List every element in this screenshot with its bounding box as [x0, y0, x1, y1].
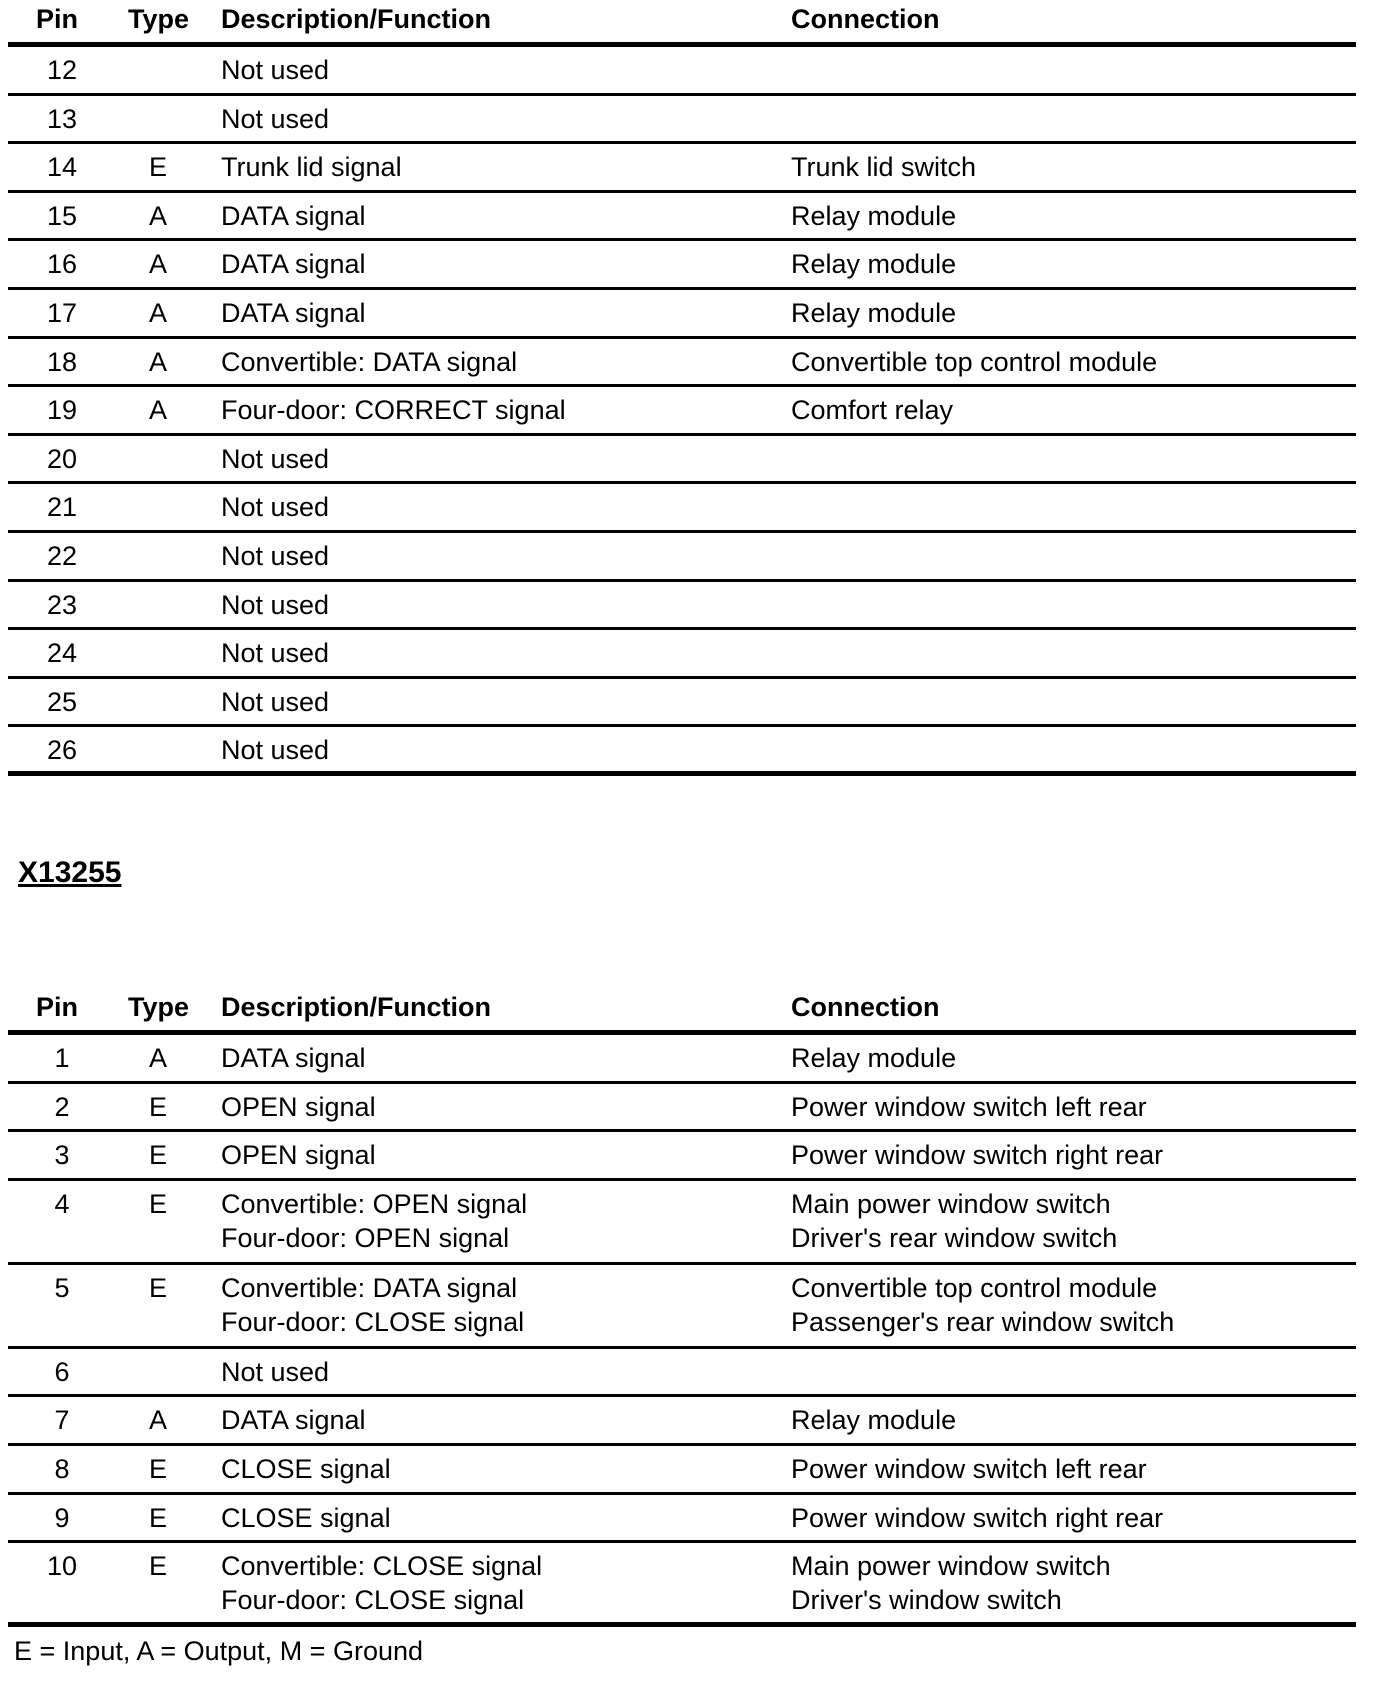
type-legend: E = Input, A = Output, M = Ground: [14, 1636, 424, 1666]
type-cell: E: [148, 1453, 167, 1484]
description-line: OPEN signal: [221, 1140, 376, 1171]
description-cell: [221, 150, 402, 184]
description-line: Not used: [221, 55, 330, 85]
table-row: [8, 1265, 1356, 1349]
type-cell: A: [148, 395, 167, 426]
type-cell: E: [148, 1091, 167, 1122]
header-description: Description/Function: [221, 992, 491, 1022]
pin-table-1: [8, 2, 1356, 776]
pin-cell: 10: [46, 1551, 78, 1582]
table-row: [8, 144, 1356, 193]
description-cell: [221, 442, 329, 476]
description-cell: [221, 733, 329, 767]
connection-cell: [791, 1271, 1174, 1339]
connection-cell: [791, 1501, 1163, 1535]
connection-line: Driver's window switch: [791, 1585, 1062, 1616]
pin-cell: 16: [46, 249, 78, 280]
header-pin: Pin: [36, 992, 79, 1022]
description-cell: [221, 199, 366, 233]
connection-cell: [791, 1403, 956, 1437]
connection-line: Main power window switch: [791, 1551, 1111, 1582]
connection-line: Trunk lid switch: [791, 152, 977, 183]
description-cell: [221, 102, 329, 136]
header-type: Type: [128, 992, 190, 1022]
table-row: [8, 582, 1356, 631]
pin-cell: 15: [46, 200, 78, 231]
pin-cell: 14: [46, 152, 78, 183]
connection-line: Convertible top control module: [791, 1272, 1158, 1303]
description-line: Not used: [221, 540, 330, 571]
description-cell: [221, 1403, 366, 1437]
table-row: [8, 1084, 1356, 1133]
type-cell: E: [148, 1188, 167, 1219]
type-cell: E: [148, 1551, 167, 1582]
table-row: [8, 436, 1356, 485]
table-row: [8, 1132, 1356, 1181]
pin-cell: 21: [46, 492, 78, 523]
table-row: [8, 387, 1356, 436]
table-row: [8, 1495, 1356, 1544]
table-row: [8, 1446, 1356, 1495]
pin-cell: 4: [54, 1188, 70, 1219]
description-line: Convertible: OPEN signal: [221, 1188, 528, 1219]
description-line: Convertible: CLOSE signal: [221, 1551, 543, 1582]
description-cell: [221, 1138, 376, 1172]
description-line: DATA signal: [221, 200, 366, 231]
table-row: [8, 630, 1356, 679]
type-cell: A: [148, 1043, 167, 1073]
table-row: [8, 1543, 1356, 1627]
description-line: Four-door: OPEN signal: [221, 1222, 510, 1253]
connection-line: Power window switch right rear: [791, 1140, 1164, 1171]
connection-cell: [791, 296, 956, 330]
connection-cell: [791, 345, 1157, 379]
connection-line: Relay module: [791, 1043, 957, 1073]
table-header: [8, 2, 1356, 42]
description-line: CLOSE signal: [221, 1502, 391, 1533]
connection-cell: [791, 1090, 1147, 1124]
description-line: Not used: [221, 735, 330, 766]
pin-cell: 12: [46, 55, 78, 85]
connection-cell: [791, 150, 976, 184]
description-line: Not used: [221, 1356, 330, 1387]
description-cell: [221, 1187, 527, 1255]
connection-line: Convertible top control module: [791, 346, 1158, 377]
description-cell: [221, 1090, 376, 1124]
connection-cell: [791, 1041, 956, 1075]
connection-line: Power window switch left rear: [791, 1091, 1147, 1122]
type-cell: E: [148, 1272, 167, 1303]
connection-cell: [791, 199, 956, 233]
pin-cell: 19: [46, 395, 78, 426]
table-row: [8, 1397, 1356, 1446]
description-cell: [221, 53, 329, 87]
description-cell: [221, 588, 329, 622]
section-title: X13255: [18, 856, 122, 889]
connection-line: Relay module: [791, 1405, 957, 1436]
description-cell: [221, 1549, 542, 1617]
pin-cell: 24: [46, 638, 78, 669]
description-line: OPEN signal: [221, 1091, 376, 1122]
table-row: [8, 484, 1356, 533]
connection-line: Relay module: [791, 249, 957, 280]
description-line: Not used: [221, 638, 330, 669]
type-cell: A: [148, 297, 167, 328]
pin-cell: 8: [54, 1453, 70, 1484]
header-connection: Connection: [791, 992, 940, 1022]
connection-cell: [791, 1138, 1163, 1172]
pin-cell: 1: [54, 1043, 70, 1073]
connection-cell: [791, 1549, 1111, 1617]
pin-cell: 3: [54, 1140, 70, 1171]
description-cell: [221, 539, 329, 573]
table-row: [8, 339, 1356, 388]
description-line: CLOSE signal: [221, 1453, 391, 1484]
type-cell: A: [148, 1405, 167, 1436]
description-line: Not used: [221, 443, 330, 474]
connection-line: Power window switch left rear: [791, 1453, 1147, 1484]
table-row: [8, 193, 1356, 242]
pin-cell: 25: [46, 686, 78, 717]
description-line: Not used: [221, 686, 330, 717]
type-cell: A: [148, 346, 167, 377]
table-row: [8, 1035, 1356, 1084]
type-cell: E: [148, 1502, 167, 1533]
description-cell: [221, 490, 329, 524]
connection-cell: [791, 1452, 1147, 1486]
table-row: [8, 679, 1356, 728]
connection-line: Driver's rear window switch: [791, 1222, 1118, 1253]
connection-line: Power window switch right rear: [791, 1502, 1164, 1533]
description-cell: [221, 393, 566, 427]
table-row: [8, 1181, 1356, 1265]
table-row: [8, 96, 1356, 145]
connection-cell: [791, 393, 953, 427]
pin-table-2: [8, 990, 1356, 1627]
pin-cell: 6: [54, 1356, 70, 1387]
table-row: [8, 727, 1356, 776]
type-cell: A: [148, 200, 167, 231]
description-cell: [221, 1355, 329, 1389]
connection-line: Relay module: [791, 200, 957, 231]
description-line: DATA signal: [221, 1043, 366, 1073]
pin-cell: 23: [46, 589, 78, 620]
table-row: [8, 241, 1356, 290]
pin-cell: 7: [54, 1405, 70, 1436]
description-cell: [221, 1041, 366, 1075]
connection-line: Passenger's rear window switch: [791, 1306, 1175, 1337]
connection-line: Comfort relay: [791, 395, 954, 426]
description-line: Convertible: DATA signal: [221, 1272, 518, 1303]
pin-cell: 26: [46, 735, 78, 766]
table-row: [8, 1349, 1356, 1398]
table-row: [8, 533, 1356, 582]
description-line: DATA signal: [221, 297, 366, 328]
pin-cell: 2: [54, 1091, 70, 1122]
description-line: Convertible: DATA signal: [221, 346, 518, 377]
description-cell: [221, 345, 517, 379]
type-cell: E: [148, 152, 167, 183]
description-cell: [221, 685, 329, 719]
description-line: Not used: [221, 492, 330, 523]
connection-cell: [791, 247, 956, 281]
description-cell: [221, 1501, 391, 1535]
pin-cell: 17: [46, 297, 78, 328]
description-cell: [221, 296, 366, 330]
header-type: Type: [128, 4, 190, 34]
connection-cell: [791, 1187, 1117, 1255]
description-line: Not used: [221, 589, 330, 620]
pin-cell: 20: [46, 443, 78, 474]
header-description: Description/Function: [221, 4, 491, 34]
description-line: DATA signal: [221, 1405, 366, 1436]
description-line: DATA signal: [221, 249, 366, 280]
header-connection: Connection: [791, 4, 940, 34]
connection-line: Main power window switch: [791, 1188, 1111, 1219]
pin-cell: 13: [46, 103, 78, 134]
description-line: Trunk lid signal: [221, 152, 402, 183]
description-line: Four-door: CORRECT signal: [221, 395, 566, 426]
pin-cell: 22: [46, 540, 78, 571]
header-pin: Pin: [36, 4, 79, 34]
pin-cell: 5: [54, 1272, 70, 1303]
type-cell: A: [148, 249, 167, 280]
description-cell: [221, 1452, 391, 1486]
description-line: Four-door: CLOSE signal: [221, 1306, 525, 1337]
description-cell: [221, 247, 366, 281]
table-row: [8, 290, 1356, 339]
pin-cell: 18: [46, 346, 78, 377]
description-cell: [221, 636, 329, 670]
description-line: Four-door: CLOSE signal: [221, 1585, 525, 1616]
table-header: [8, 990, 1356, 1030]
connection-line: Relay module: [791, 297, 957, 328]
type-cell: E: [148, 1140, 167, 1171]
pin-cell: 9: [54, 1502, 70, 1533]
description-cell: [221, 1271, 524, 1339]
table-row: [8, 47, 1356, 96]
description-line: Not used: [221, 103, 330, 134]
